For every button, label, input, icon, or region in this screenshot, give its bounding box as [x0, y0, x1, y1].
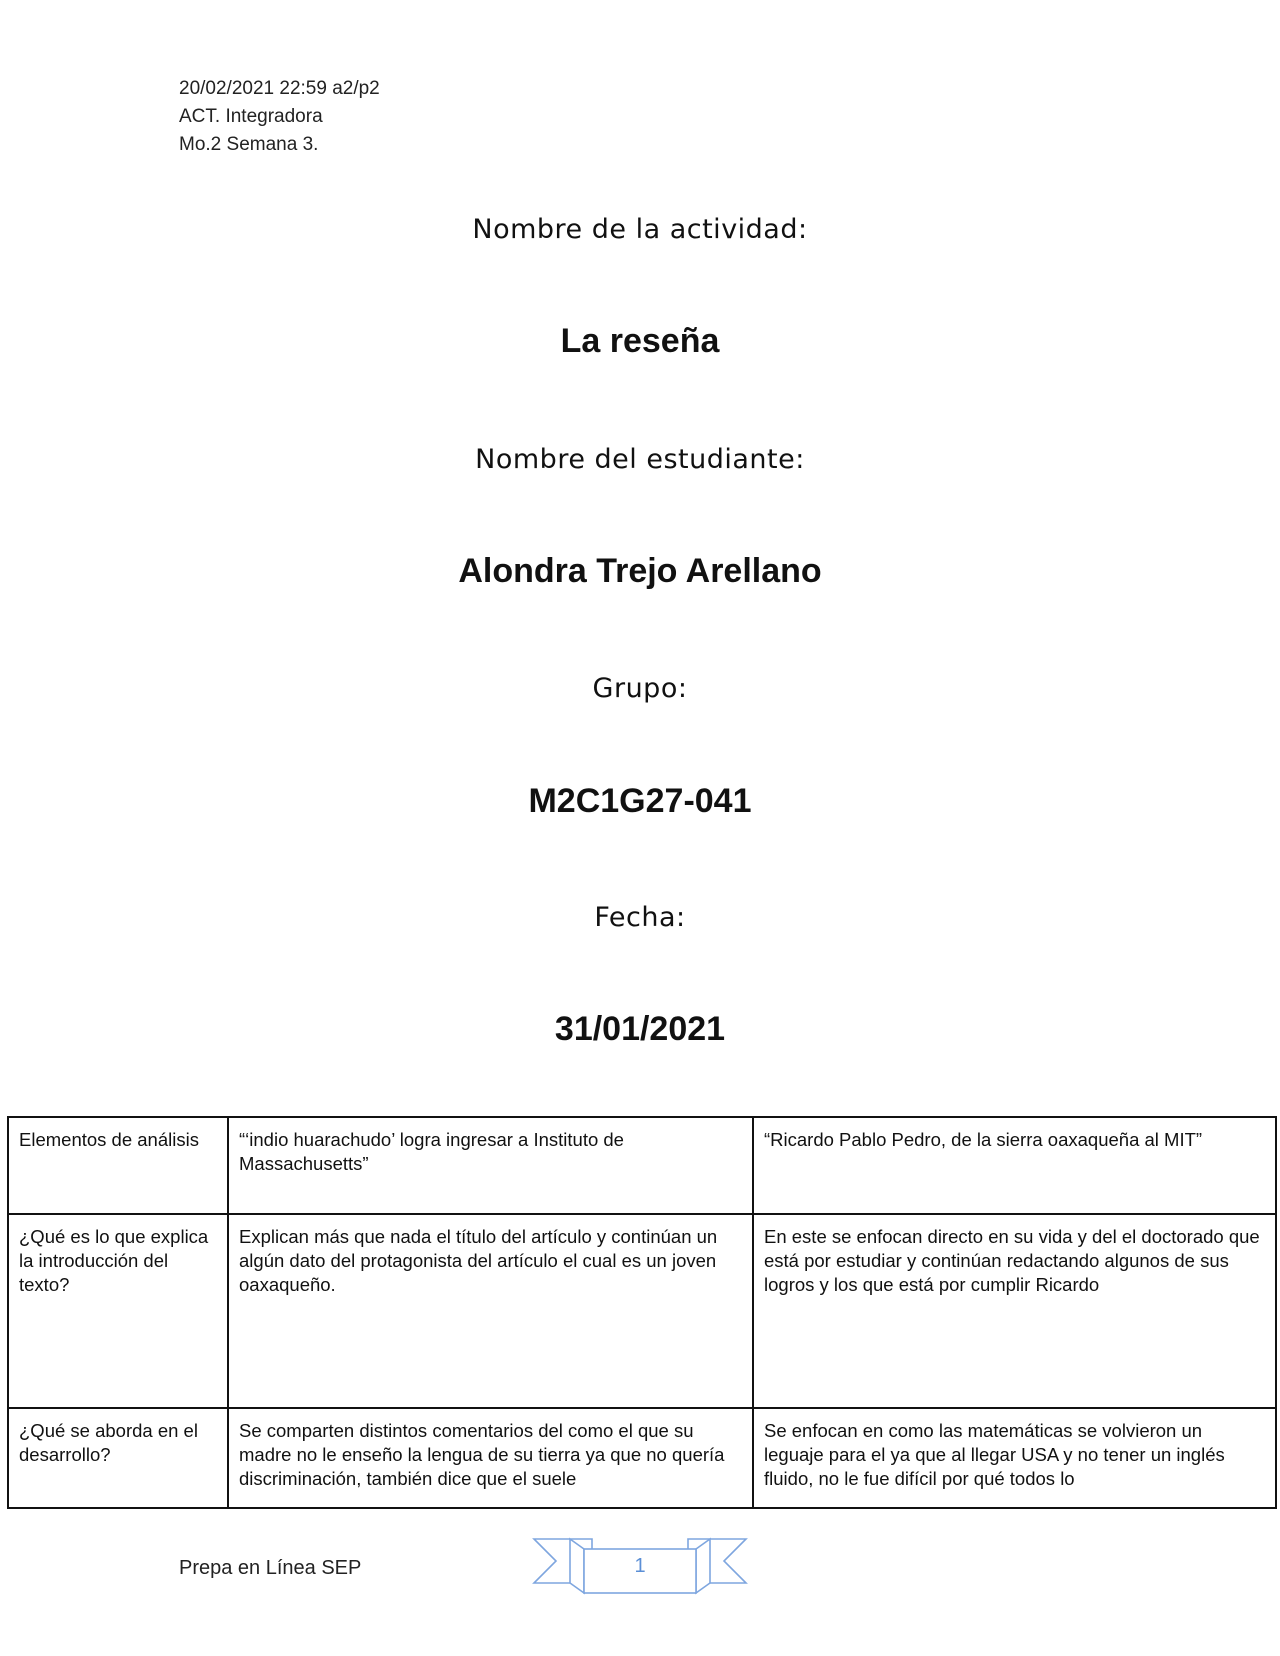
activity-title: La reseña — [560, 322, 720, 360]
group-label: Grupo: — [592, 673, 688, 704]
table-cell — [228, 1408, 753, 1508]
date-label: Fecha: — [594, 902, 686, 933]
table-row — [8, 1214, 1276, 1408]
document-header — [179, 75, 380, 159]
table-row — [8, 1117, 1276, 1214]
table-cell-text: Se enfocan en como las matemáticas se volvieron un leguaje para el ya que al llegar USA y no tener un inglés fluido, no le fue difícil por qué todos lo — [764, 1420, 1225, 1489]
page-number: 1 — [634, 1555, 646, 1577]
table-row — [8, 1408, 1276, 1508]
footer-school-name: Prepa en Línea SEP — [179, 1557, 362, 1579]
table-cell-text: ¿Qué se aborda en el desarrollo? — [19, 1420, 198, 1465]
table-cell — [8, 1408, 228, 1508]
activity-label: Nombre de la actividad: — [472, 214, 808, 245]
table-cell-text: Se comparten distintos comentarios del como el que su madre no le enseño la lengua de su tierra ya que no quería discriminación, también dice que el suele — [239, 1420, 725, 1489]
analysis-table — [7, 1116, 1277, 1509]
student-name: Alondra Trejo Arellano — [458, 552, 822, 590]
header-activity: ACT. Integradora — [179, 106, 323, 127]
group-code: M2C1G27-041 — [528, 782, 752, 820]
table-cell: ¿Qué es lo que explica la introducción del texto? — [8, 1214, 228, 1408]
header-timestamp: 20/02/2021 22:59 a2/p2 — [179, 78, 380, 99]
table-cell — [753, 1408, 1276, 1508]
table-cell: En este se enfocan directo en su vida y del el doctorado que está por estudiar y continúan redactando algunos de sus logros y los que está por cumplir Ricardo — [753, 1214, 1276, 1408]
table-cell: “‘indio huarachudo’ logra ingresar a Instituto de Massachusetts” — [228, 1117, 753, 1214]
header-module-week: Mo.2 Semana 3. — [179, 134, 319, 155]
table-cell: Elementos de análisis — [8, 1117, 228, 1214]
date-value: 31/01/2021 — [554, 1010, 726, 1048]
table-cell: “Ricardo Pablo Pedro, de la sierra oaxaqueña al MIT” — [753, 1117, 1276, 1214]
table-cell: Explican más que nada el título del artículo y continúan un algún dato del protagonista del artículo el cual es un joven oaxaqueño. — [228, 1214, 753, 1408]
student-label: Nombre del estudiante: — [475, 444, 805, 475]
